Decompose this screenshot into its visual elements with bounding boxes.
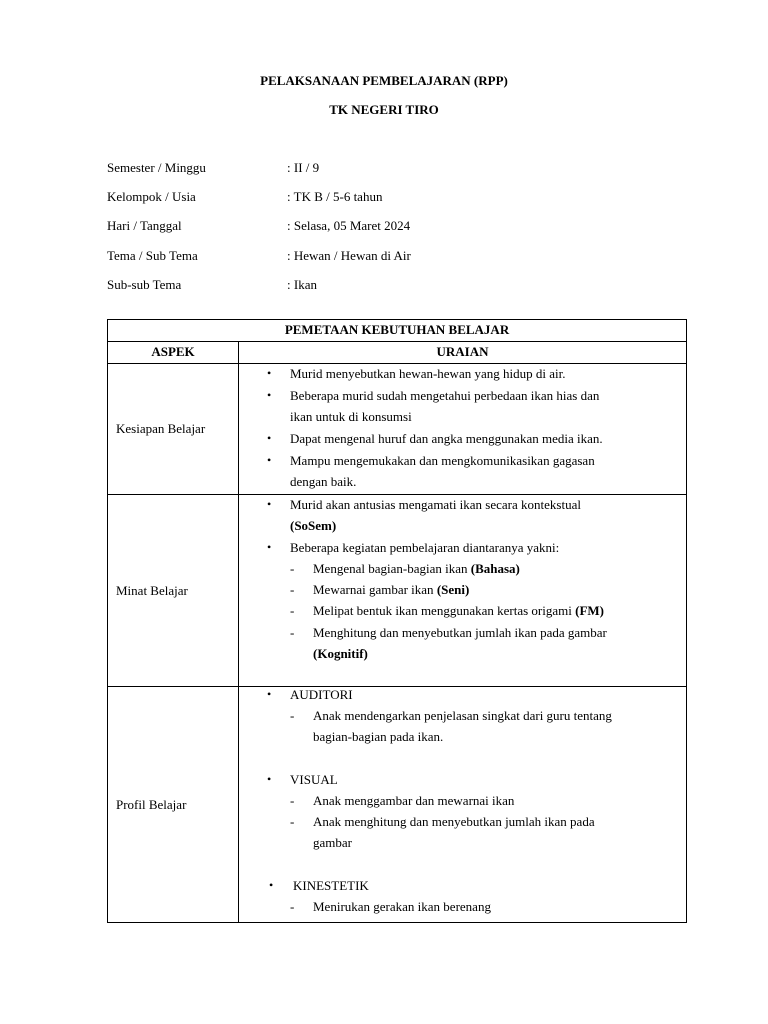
table-row <box>108 495 687 687</box>
sub-item-text: Mengenal bagian-bagian ikan <box>313 561 471 576</box>
list-item-continuation: (SoSem) <box>290 518 337 533</box>
sub-item-text: Mewarnai gambar ikan <box>313 582 437 597</box>
bullet-icon: • <box>269 878 274 892</box>
sub-item <box>313 582 469 598</box>
meta-kelompok-value: : TK B / 5-6 tahun <box>287 189 383 204</box>
meta-subsub-value: : Ikan <box>287 277 317 292</box>
meta-semester-label: Semester / Minggu <box>107 160 206 175</box>
list-item: Mampu mengemukakan dan mengkomunikasikan gagasan <box>290 453 595 468</box>
column-header-aspek: ASPEK <box>108 342 239 364</box>
sub-item-text: Melipat bentuk ikan menggunakan kertas origami <box>313 603 576 618</box>
sub-item-continuation: gambar <box>313 835 352 850</box>
sub-item-tag: (Bahasa) <box>470 561 520 576</box>
table-row <box>108 364 687 495</box>
sub-item: Anak menghitung dan menyebutkan jumlah ikan pada <box>313 814 595 829</box>
sub-item: Menirukan gerakan ikan berenang <box>313 899 491 914</box>
list-item-continuation: dengan baik. <box>290 474 357 489</box>
dash-icon: - <box>290 708 295 723</box>
uraian-cell <box>239 495 687 687</box>
meta-tema-label: Tema / Sub Tema <box>107 248 198 263</box>
meta-hari-value: : Selasa, 05 Maret 2024 <box>287 218 411 233</box>
list-item: Beberapa kegiatan pembelajaran diantaranya yakni: <box>290 540 560 555</box>
meta-hari-label: Hari / Tanggal <box>107 218 182 233</box>
list-item: AUDITORI <box>290 687 353 702</box>
school-name: TK NEGERI TIRO <box>329 102 439 117</box>
meta-tema-value: : Hewan / Hewan di Air <box>287 248 411 263</box>
sub-item <box>313 561 520 577</box>
meta-subsub-label: Sub-sub Tema <box>107 277 182 292</box>
dash-icon: - <box>290 582 295 597</box>
aspek-label: Kesiapan Belajar <box>116 421 206 436</box>
bullet-icon: • <box>267 453 272 467</box>
dash-icon: - <box>290 603 295 618</box>
document-title: PELAKSANAAN PEMBELAJARAN (RPP) <box>260 73 508 88</box>
dash-icon: - <box>290 625 295 640</box>
sub-item: Anak menggambar dan mewarnai ikan <box>313 793 515 808</box>
sub-item-tag: (FM) <box>575 603 604 618</box>
sub-item: Anak mendengarkan penjelasan singkat dari guru tentang <box>313 708 612 723</box>
meta-kelompok-label: Kelompok / Usia <box>107 189 196 204</box>
sub-item <box>313 603 604 619</box>
meta-semester-value: : II / 9 <box>287 160 320 175</box>
bullet-icon: • <box>267 687 272 701</box>
list-item: VISUAL <box>290 772 338 787</box>
list-item: Dapat mengenal huruf dan angka menggunakan media ikan. <box>290 431 603 446</box>
bullet-icon: • <box>267 431 272 445</box>
list-item: KINESTETIK <box>293 878 369 893</box>
bullet-icon: • <box>267 366 272 380</box>
sub-item-tag: (Kognitif) <box>313 646 368 661</box>
list-item: Murid akan antusias mengamati ikan secara kontekstual <box>290 497 581 512</box>
sub-item: Menghitung dan menyebutkan jumlah ikan pada gambar <box>313 625 607 640</box>
dash-icon: - <box>290 561 295 576</box>
bullet-icon: • <box>267 540 272 554</box>
bullet-icon: • <box>267 497 272 511</box>
list-item: Murid menyebutkan hewan-hewan yang hidup di air. <box>290 366 566 381</box>
table-row <box>108 687 687 923</box>
column-header-uraian: URAIAN <box>239 342 687 364</box>
uraian-cell <box>239 364 687 495</box>
list-item-continuation: ikan untuk di konsumsi <box>290 409 412 424</box>
aspek-cell <box>108 364 239 495</box>
uraian-cell <box>239 687 687 923</box>
sub-item-tag: (Seni) <box>436 582 470 597</box>
bullet-icon: • <box>267 772 272 786</box>
dash-icon: - <box>290 793 295 808</box>
dash-icon: - <box>290 899 295 914</box>
list-item: Beberapa murid sudah mengetahui perbedaan ikan hias dan <box>290 388 600 403</box>
aspek-label: Minat Belajar <box>116 582 188 598</box>
aspek-cell <box>108 687 239 923</box>
aspek-label: Profil Belajar <box>116 796 187 812</box>
aspek-cell <box>108 495 239 687</box>
dash-icon: - <box>290 814 295 829</box>
table-title: PEMETAAN KEBUTUHAN BELAJAR <box>108 320 687 342</box>
learning-needs-table <box>107 319 687 923</box>
sub-item-continuation: bagian-bagian pada ikan. <box>313 729 444 744</box>
bullet-icon: • <box>267 388 272 402</box>
